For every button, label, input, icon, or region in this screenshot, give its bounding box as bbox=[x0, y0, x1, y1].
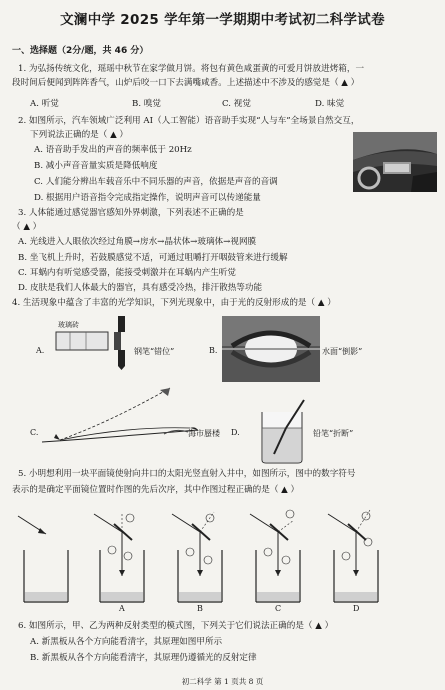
car-dashboard-image bbox=[353, 132, 437, 192]
well-diagram-b bbox=[170, 506, 230, 604]
q1-option-c: C. 视觉 bbox=[222, 99, 251, 109]
q1-stem-line1: 1. 为弘扬传统文化，瑶瑶中秋节在家学做月饼。将包有黄色咸蛋黄的可爱月饼放进烤箱，一 bbox=[18, 64, 365, 74]
section-heading: 一、选择题（2分/题，共 46 分） bbox=[12, 46, 149, 56]
q1-option-b: B. 嗅觉 bbox=[132, 99, 161, 109]
q2-stem-line1: 2. 如图所示，汽车领域广泛利用 AI（人工智能）语音助手实现“人与车”全场景自然交互， bbox=[18, 116, 360, 126]
pen-offset-label: 钢笔“错位” bbox=[134, 347, 175, 356]
water-reflection-photo bbox=[222, 316, 320, 382]
q4-option-b-label: B. bbox=[209, 346, 218, 355]
q5-label-c: C bbox=[275, 604, 282, 613]
q6-option-a: A. 新黑板从各个方向能看清字，其原理如图甲所示 bbox=[30, 637, 223, 647]
q3-stem-line1: 3. 人体能通过感觉器官感知外界刺激，下列表述不正确的是 bbox=[18, 208, 244, 218]
q4-option-d-label: D. bbox=[231, 428, 240, 437]
q2-option-c: C. 人们能分辨出车载音乐中不同乐器的声音，依据是声音的音调 bbox=[34, 177, 278, 187]
q5-label-a: A bbox=[119, 604, 125, 613]
q4-option-a-label: A. bbox=[36, 346, 45, 355]
well-diagram-original bbox=[16, 506, 76, 604]
q3-stem-line2: （ ▲ ） bbox=[12, 222, 42, 232]
q3-option-a: A. 光线进入人眼依次经过角膜→房水→晶状体→玻璃体→视网膜 bbox=[18, 237, 257, 247]
q2-option-a: A. 语音助手发出的声音的频率低于 20Hz bbox=[34, 145, 192, 155]
page-title: 文澜中学 2025 学年第一学期期中考试初二科学试卷 bbox=[60, 12, 385, 28]
well-diagram-d bbox=[326, 506, 386, 604]
pen-glass-brick-figure bbox=[52, 316, 142, 370]
pencil-bent-label: 铅笔“折断” bbox=[313, 429, 354, 438]
q3-option-d: D. 皮肤是我们人体最大的器官，具有感受冷热，排汗散热等功能 bbox=[18, 283, 263, 293]
well-diagram-c bbox=[248, 506, 308, 604]
pencil-in-water-figure bbox=[256, 400, 312, 464]
q5-label-b: B bbox=[197, 604, 203, 613]
q6-option-b: B. 新黑板从各个方向能看清字，其原理仍遵循光的反射定律 bbox=[30, 653, 257, 663]
glass-brick-label: 玻璃砖 bbox=[58, 321, 79, 329]
q4-option-c-label: C. bbox=[30, 428, 39, 437]
q4-stem: 4. 生活现象中蕴含了丰富的光学知识，下列光现象中，由于光的反射形成的是（ ▲ ） bbox=[12, 298, 336, 308]
q3-option-c: C. 耳蜗内有听觉感受器，能接受刺激并在耳蜗内产生听觉 bbox=[18, 268, 236, 278]
q1-option-a: A. 听觉 bbox=[30, 99, 59, 109]
q1-option-d: D. 味觉 bbox=[315, 99, 345, 109]
q5-stem-line2: 表示的是确定平面镜位置时作图的先后次序，其中作图过程正确的是（ ▲ ） bbox=[12, 485, 300, 495]
q2-option-b: B. 减小声音音量实质是降低响度 bbox=[34, 161, 158, 171]
q5-stem-line1: 5. 小明想利用一块平面镜使射向井口的太阳光竖直射入井中，如图所示，图中的数字符号 bbox=[18, 469, 356, 479]
q5-label-d: D bbox=[353, 604, 360, 613]
page-footer: 初二科学 第 1 页共 8 页 bbox=[181, 677, 264, 686]
mirage-label: 海市蜃楼 bbox=[188, 429, 220, 438]
q1-stem-line2: 段时间后便闻到阵阵香气，山炉后咬一口下去满嘴咸香。上述描述中不涉及的感觉是（ ▲ ） bbox=[12, 78, 360, 88]
water-reflection-label: 水面“倒影” bbox=[322, 347, 363, 356]
q3-option-b: B. 坐飞机上升时，若鼓膜感觉不适，可通过咀嚼打开咽鼓管来进行缓解 bbox=[18, 253, 288, 263]
q2-stem-line2: 下列说法正确的是（ ▲ ） bbox=[30, 130, 129, 140]
mirage-diagram bbox=[40, 382, 200, 444]
q2-option-d: D. 根据用户语音指令完成指定操作，说明声音可以传递能量 bbox=[34, 193, 261, 203]
well-diagram-a bbox=[92, 506, 152, 604]
q6-stem: 6. 如图所示，甲、乙为两种反射类型的模式图，下列关于它们说法正确的是（ ▲ ） bbox=[18, 621, 334, 631]
